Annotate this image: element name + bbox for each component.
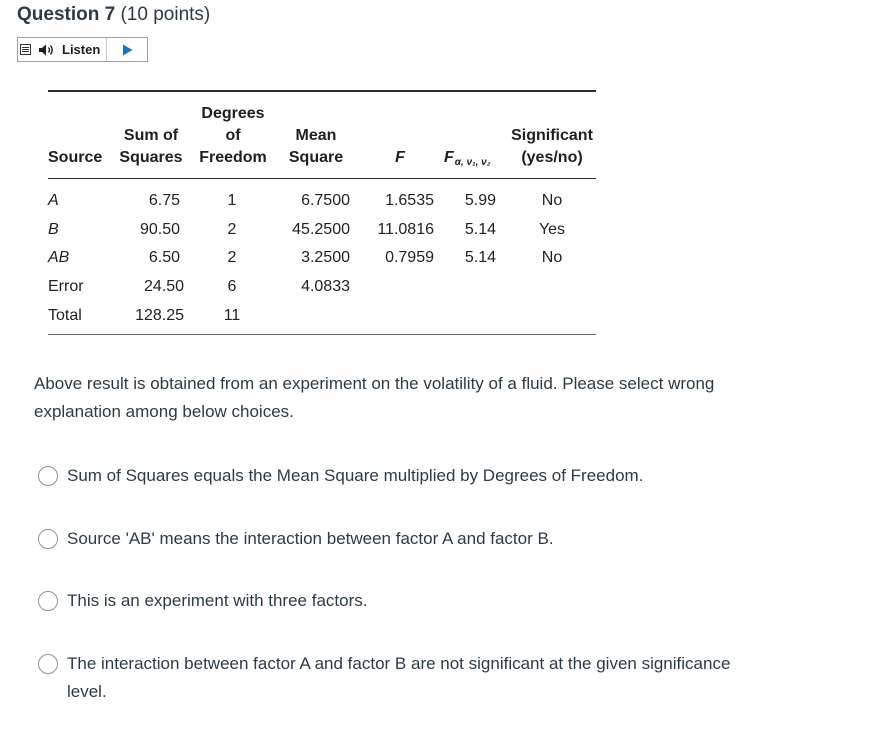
play-icon	[122, 44, 133, 56]
row-ms: 6.7500	[301, 192, 350, 209]
row-f: 1.6535	[385, 192, 434, 209]
speaker-icon	[38, 43, 58, 57]
radio-button[interactable]	[38, 591, 58, 611]
answer-choice-label[interactable]: This is an experiment with three factors.	[67, 591, 368, 610]
row-source: A	[48, 192, 59, 209]
play-button[interactable]	[107, 38, 147, 61]
table-header-rule	[48, 178, 596, 179]
question-prompt: Above result is obtained from an experiment on the volatility of a fluid. Please select wrong explanation among below choices.	[34, 374, 715, 421]
radio-button[interactable]	[38, 654, 58, 674]
row-significant: Yes	[538, 221, 566, 238]
radio-button[interactable]	[38, 466, 58, 486]
header-mean-square: Mean Square	[288, 127, 344, 166]
answer-choice[interactable]	[38, 525, 757, 553]
row-ss: 6.75	[148, 192, 180, 209]
row-df: 6	[227, 278, 237, 295]
header-significant: Significant (yes/no)	[511, 127, 593, 166]
row-f-critical: 5.14	[464, 221, 496, 238]
header-f: F	[395, 149, 405, 166]
row-ms: 45.2500	[292, 221, 350, 238]
listen-label: Listen	[62, 42, 101, 57]
row-df: 1	[227, 192, 237, 209]
listen-menu-icon[interactable]	[18, 38, 32, 61]
row-source: B	[48, 221, 59, 238]
radio-button[interactable]	[38, 529, 58, 549]
row-source: Total	[48, 307, 82, 324]
question-header	[17, 4, 210, 26]
table-bottom-rule	[48, 334, 596, 335]
row-ss: 6.50	[148, 249, 180, 266]
header-degrees-of-freedom: Degrees of Freedom	[199, 105, 267, 166]
row-ss: 128.25	[135, 307, 184, 324]
row-ms: 4.0833	[301, 278, 350, 295]
row-df: 11	[223, 307, 241, 324]
row-ss: 24.50	[143, 278, 184, 295]
header-source: Source	[48, 149, 103, 166]
row-ms: 3.2500	[301, 249, 350, 266]
header-f-critical: Fα, ν₁, ν₂	[444, 149, 491, 168]
row-ss: 90.50	[139, 221, 180, 238]
answer-choice-label[interactable]: Source 'AB' means the interaction between factor A and factor B.	[67, 529, 554, 548]
question-title: Question 7	[17, 4, 116, 25]
answer-choice[interactable]	[38, 587, 757, 615]
answer-choice[interactable]	[38, 650, 757, 706]
header-sum-of-squares: Sum of Squares	[119, 127, 183, 166]
answer-choice-label[interactable]: The interaction between factor A and factor B are not significant at the given significance level.	[67, 654, 731, 701]
answer-choice[interactable]	[38, 462, 757, 490]
listen-button[interactable]	[32, 38, 107, 61]
row-f-critical: 5.14	[464, 249, 496, 266]
row-df: 2	[227, 249, 237, 266]
row-df: 2	[227, 221, 237, 238]
row-source: AB	[48, 249, 70, 266]
answer-choice-label[interactable]: Sum of Squares equals the Mean Square multiplied by Degrees of Freedom.	[67, 466, 644, 485]
row-f: 0.7959	[385, 249, 434, 266]
row-f-critical: 5.99	[464, 192, 496, 209]
table-top-rule	[48, 90, 596, 92]
row-f: 11.0816	[377, 221, 434, 238]
row-significant: No	[541, 192, 563, 209]
row-source: Error	[48, 278, 84, 295]
listen-toolbar	[17, 37, 148, 62]
row-significant: No	[541, 249, 563, 266]
question-points: (10 points)	[120, 4, 211, 25]
